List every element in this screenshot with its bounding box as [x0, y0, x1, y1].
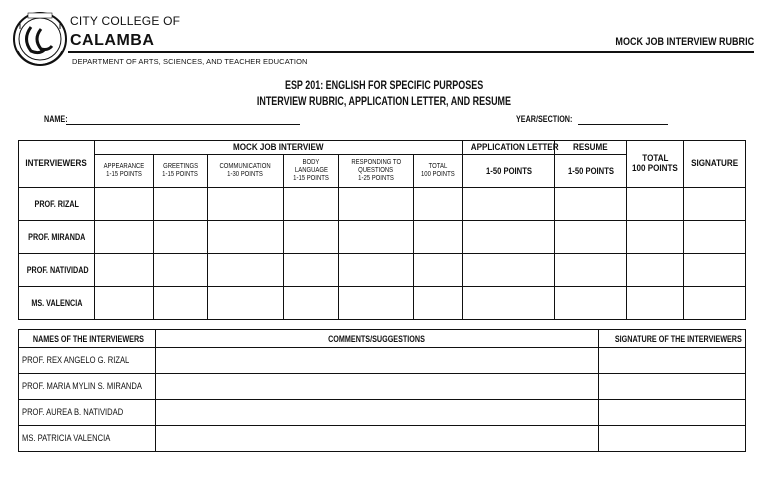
interviewer-name: PROF. AUREA B. NATIVIDAD: [19, 400, 156, 426]
score-cell[interactable]: [463, 221, 555, 254]
comment-cell[interactable]: [156, 426, 599, 452]
score-cell[interactable]: [463, 287, 555, 320]
score-cell[interactable]: [339, 254, 414, 287]
department-name: DEPARTMENT OF ARTS, SCIENCES, AND TEACHER EDUCATION: [72, 57, 308, 66]
college-name-line1: CITY COLLEGE OF: [70, 14, 181, 28]
score-cell[interactable]: [95, 287, 154, 320]
subheader-body-language: BODY LANGUAGE 1-15 POINTS: [284, 155, 339, 188]
comments-table: [18, 329, 746, 452]
score-cell[interactable]: [414, 287, 463, 320]
header-rule: [68, 51, 754, 53]
table-row: [19, 348, 746, 374]
rubric-title: INTERVIEW RUBRIC, APPLICATION LETTER, AND RESUME: [256, 96, 512, 108]
name-label: NAME:: [44, 114, 68, 124]
signature-cell[interactable]: [684, 287, 746, 320]
table-row: [19, 254, 746, 287]
college-seal-logo: [12, 11, 68, 67]
score-cell[interactable]: [555, 221, 627, 254]
subheader-mock-total: TOTAL 100 POINTS: [414, 155, 463, 188]
row-label: MS. VALENCIA: [19, 287, 95, 320]
subheader-greetings: GREETINGS 1-15 POINTS: [154, 155, 208, 188]
signature-cell[interactable]: [684, 221, 746, 254]
header-application-letter: APPLICATION LETTER: [463, 141, 555, 155]
subheader-appearance: APPEARANCE 1-15 POINTS: [95, 155, 154, 188]
score-cell[interactable]: [555, 287, 627, 320]
score-cell[interactable]: [339, 221, 414, 254]
header-total: TOTAL 100 POINTS: [627, 141, 684, 188]
score-cell[interactable]: [95, 254, 154, 287]
score-cell[interactable]: [555, 254, 627, 287]
signature-cell[interactable]: [599, 348, 746, 374]
row-label: PROF. MIRANDA: [19, 221, 95, 254]
score-cell[interactable]: [208, 221, 284, 254]
table-row: [19, 400, 746, 426]
course-title: ESP 201: ENGLISH FOR SPECIFIC PURPOSES: [284, 80, 484, 92]
comment-cell[interactable]: [156, 374, 599, 400]
score-cell[interactable]: [284, 188, 339, 221]
subheader-communication: COMMUNICATION 1-30 POINTS: [208, 155, 284, 188]
comment-cell[interactable]: [156, 348, 599, 374]
score-cell[interactable]: [339, 188, 414, 221]
row-label: PROF. NATIVIDAD: [19, 254, 95, 287]
score-cell[interactable]: [339, 287, 414, 320]
row-label: PROF. RIZAL: [19, 188, 95, 221]
subheader-resume-points: 1-50 POINTS: [555, 155, 627, 188]
signature-cell[interactable]: [684, 254, 746, 287]
score-cell[interactable]: [284, 221, 339, 254]
score-cell[interactable]: [154, 254, 208, 287]
comment-cell[interactable]: [156, 400, 599, 426]
score-cell[interactable]: [154, 287, 208, 320]
score-cell[interactable]: [463, 254, 555, 287]
header-signature: SIGNATURE: [684, 141, 746, 188]
score-cell[interactable]: [627, 254, 684, 287]
score-cell[interactable]: [414, 254, 463, 287]
score-cell[interactable]: [284, 254, 339, 287]
header-resume: RESUME: [555, 141, 627, 155]
table-row: [19, 221, 746, 254]
header-interviewer-signature: SIGNATURE OF THE INTERVIEWERS: [599, 330, 746, 348]
score-cell[interactable]: [95, 221, 154, 254]
subheader-app-points: 1-50 POINTS: [463, 155, 555, 188]
header-interviewers: INTERVIEWERS: [19, 141, 95, 188]
interviewer-name: PROF. REX ANGELO G. RIZAL: [19, 348, 156, 374]
signature-cell[interactable]: [599, 426, 746, 452]
score-cell[interactable]: [95, 188, 154, 221]
score-cell[interactable]: [208, 287, 284, 320]
rubric-table: [18, 140, 746, 320]
subheader-responding: RESPONDING TO QUESTIONS 1-25 POINTS: [339, 155, 414, 188]
header-interviewer-names: NAMES OF THE INTERVIEWERS: [19, 330, 156, 348]
score-cell[interactable]: [414, 221, 463, 254]
score-cell[interactable]: [627, 188, 684, 221]
signature-cell[interactable]: [599, 400, 746, 426]
document-tag: MOCK JOB INTERVIEW RUBRIC: [615, 36, 754, 48]
score-cell[interactable]: [208, 188, 284, 221]
interviewer-name: PROF. MARIA MYLIN S. MIRANDA: [19, 374, 156, 400]
score-cell[interactable]: [414, 188, 463, 221]
header-comments: COMMENTS/SUGGESTIONS: [156, 330, 599, 348]
score-cell[interactable]: [627, 287, 684, 320]
score-cell[interactable]: [284, 287, 339, 320]
header-mock-interview: MOCK JOB INTERVIEW: [95, 141, 463, 155]
score-cell[interactable]: [154, 188, 208, 221]
interviewer-name: MS. PATRICIA VALENCIA: [19, 426, 156, 452]
year-section-field[interactable]: [578, 124, 668, 125]
name-field[interactable]: [66, 124, 300, 125]
score-cell[interactable]: [208, 254, 284, 287]
table-row: [19, 287, 746, 320]
signature-cell[interactable]: [684, 188, 746, 221]
score-cell[interactable]: [555, 188, 627, 221]
year-section-label: YEAR/SECTION:: [516, 114, 573, 124]
table-row: [19, 188, 746, 221]
score-cell[interactable]: [463, 188, 555, 221]
table-row: [19, 426, 746, 452]
table-row: [19, 374, 746, 400]
college-name-line2: CALAMBA: [70, 32, 155, 49]
score-cell[interactable]: [627, 221, 684, 254]
signature-cell[interactable]: [599, 374, 746, 400]
score-cell[interactable]: [154, 221, 208, 254]
